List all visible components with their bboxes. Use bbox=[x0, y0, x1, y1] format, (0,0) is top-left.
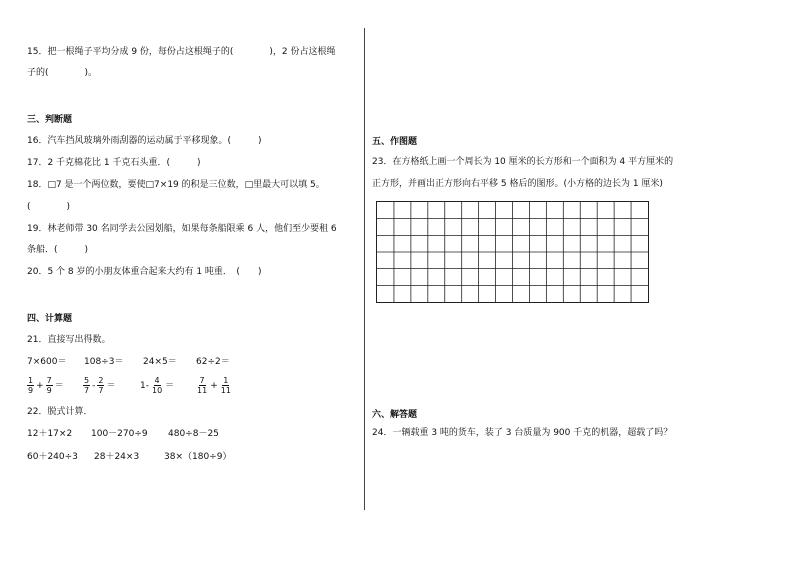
fraction-expression bbox=[83, 376, 115, 395]
question-23-line1: 23．在方格纸上画一个周长为 10 厘米的长方形和一个面积为 4 平方厘米的 bbox=[372, 157, 674, 167]
question-20: 20．5 个 8 岁的小朋友体重合起来大约有 1 吨重． ( ) bbox=[27, 267, 262, 277]
fraction bbox=[151, 376, 163, 395]
equals: ＝ bbox=[54, 380, 64, 391]
numerator: 4 bbox=[154, 376, 160, 385]
numerator: 5 bbox=[84, 376, 90, 385]
fraction-expression bbox=[140, 376, 174, 395]
calc-item: 12＋17×2 bbox=[27, 429, 73, 439]
question-18-line2: ( ) bbox=[27, 202, 71, 212]
question-16: 16．汽车挡风玻璃外雨刮器的运动属于平移现象。( ) bbox=[27, 136, 262, 146]
question-15-line1: 15．把一根绳子平均分成 9 份，每份占这根绳子的( )，2 份占这根绳 bbox=[27, 47, 336, 57]
section-4-title: 四、计算题 bbox=[27, 314, 73, 324]
fraction bbox=[46, 376, 53, 395]
question-21: 21．直接写出得数。 bbox=[27, 335, 111, 345]
calc-item: 100－270÷9 bbox=[91, 429, 148, 439]
calc-item: 62÷2＝ bbox=[196, 357, 230, 367]
numerator: 7 bbox=[46, 376, 52, 385]
question-22: 22．脱式计算． bbox=[27, 407, 93, 417]
section-5-title: 五、作图题 bbox=[372, 137, 418, 147]
calc-item: 480÷8－25 bbox=[168, 429, 219, 439]
numerator: 1 bbox=[223, 376, 229, 385]
question-23-line2: 正方形，并画出正方形向右平移 5 格后的图形。(小方格的边长为 1 厘米) bbox=[372, 179, 663, 189]
denominator: 7 bbox=[84, 386, 90, 395]
fraction-expression bbox=[196, 376, 232, 395]
denominator: 11 bbox=[220, 386, 231, 395]
operator: - bbox=[92, 380, 96, 391]
operator: + bbox=[210, 380, 218, 391]
square-grid[interactable] bbox=[376, 201, 649, 303]
calc-item: 7×600＝ bbox=[27, 357, 67, 367]
question-19-line2: 条船．( ) bbox=[27, 245, 89, 255]
denominator: 9 bbox=[46, 386, 52, 395]
denominator: 7 bbox=[98, 386, 104, 395]
section-6-title: 六、解答题 bbox=[372, 410, 418, 420]
fraction-expression bbox=[27, 376, 64, 395]
calc-item: 38×（180÷9） bbox=[164, 452, 232, 462]
fraction bbox=[83, 376, 90, 395]
equals: ＝ bbox=[165, 380, 175, 391]
fraction bbox=[196, 376, 208, 395]
denominator: 10 bbox=[151, 386, 163, 395]
calc-item: 24×5＝ bbox=[143, 357, 177, 367]
fraction bbox=[27, 376, 34, 395]
calc-item: 28＋24×3 bbox=[94, 452, 140, 462]
operator: + bbox=[36, 380, 44, 391]
question-19-line1: 19．林老师带 30 名同学去公园划船，如果每条船限乘 6 人，他们至少要租 6 bbox=[27, 224, 337, 234]
numerator: 2 bbox=[98, 376, 104, 385]
calc-item: 108÷3＝ bbox=[84, 357, 124, 367]
fraction bbox=[97, 376, 104, 395]
numerator: 1 bbox=[28, 376, 34, 385]
section-3-title: 三、判断题 bbox=[27, 115, 73, 125]
question-17: 17．2 千克棉花比 1 千克石头重．( ) bbox=[27, 158, 201, 168]
question-15-line2: 子的( )。 bbox=[27, 68, 98, 78]
page-divider bbox=[364, 28, 365, 510]
calc-item: 60＋240÷3 bbox=[27, 452, 78, 462]
denominator: 11 bbox=[197, 386, 208, 395]
denominator: 9 bbox=[28, 386, 34, 395]
question-18-line1: 18．□7 是一个两位数，要使□7×19 的积是三位数，□里最大可以填 5。 bbox=[27, 180, 325, 190]
fraction bbox=[220, 376, 232, 395]
operator: 1- bbox=[140, 380, 149, 391]
numerator: 7 bbox=[199, 376, 205, 385]
equals: ＝ bbox=[106, 380, 116, 391]
question-24: 24．一辆载重 3 吨的货车，装了 3 台质量为 900 千克的机器，超载了吗？ bbox=[372, 428, 673, 438]
